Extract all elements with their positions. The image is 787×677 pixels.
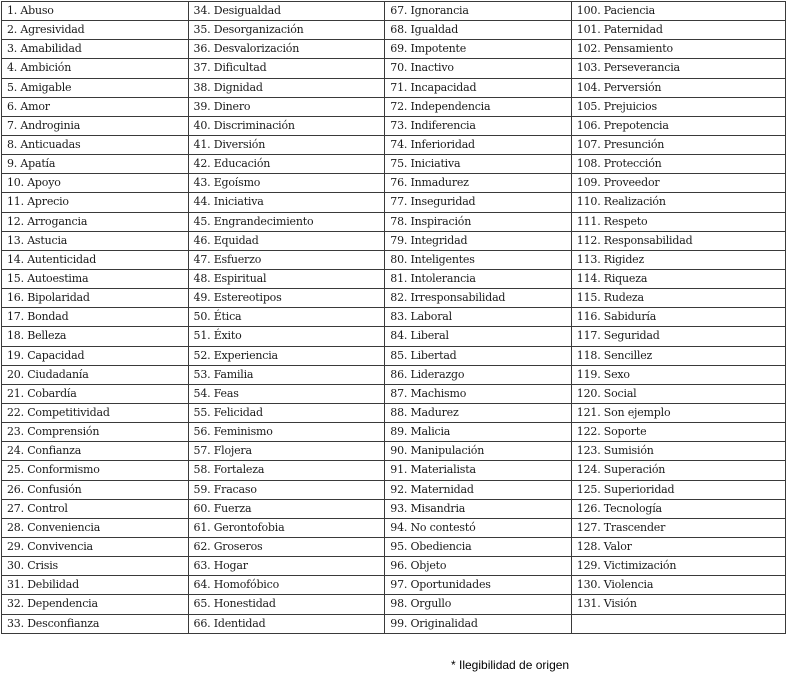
word-cell: 101. Paternidad [571,21,785,40]
word-cell: 64. Homofóbico [188,576,385,595]
word-cell: 65. Honestidad [188,595,385,614]
word-cell: 80. Inteligentes [385,250,572,269]
word-cell: 45. Engrandecimiento [188,212,385,231]
word-cell [571,614,785,633]
table-row [2,59,786,78]
word-cell: 25. Conformismo [2,461,189,480]
word-cell: 100. Paciencia [571,2,785,21]
word-cell: 123. Sumisión [571,442,785,461]
word-cell: 131. Visión [571,595,785,614]
word-cell: 90. Manipulación [385,442,572,461]
table-row [2,40,786,59]
word-cell: 75. Iniciativa [385,155,572,174]
word-cell: 15. Autoestima [2,269,189,288]
word-cell: 47. Esfuerzo [188,250,385,269]
word-cell: 113. Rigidez [571,250,785,269]
table-row [2,595,786,614]
table-row [2,289,786,308]
word-cell: 130. Violencia [571,576,785,595]
word-cell: 53. Familia [188,365,385,384]
word-cell: 88. Madurez [385,403,572,422]
word-cell: 118. Sencillez [571,346,785,365]
footnote: * Ilegibilidad de origen [451,658,570,672]
word-cell: 6. Amor [2,97,189,116]
word-cell: 109. Proveedor [571,174,785,193]
table-row [2,21,786,40]
word-cell: 121. Son ejemplo [571,403,785,422]
word-list-table [1,1,786,634]
table-row [2,365,786,384]
word-cell: 110. Realización [571,193,785,212]
word-cell: 67. Ignorancia [385,2,572,21]
word-cell: 116. Sabiduría [571,308,785,327]
word-cell: 48. Espiritual [188,269,385,288]
table-row [2,135,786,154]
word-cell: 14. Autenticidad [2,250,189,269]
word-cell: 10. Apoyo [2,174,189,193]
word-cell: 70. Inactivo [385,59,572,78]
word-cell: 46. Equidad [188,231,385,250]
word-cell: 33. Desconfianza [2,614,189,633]
word-cell: 69. Impotente [385,40,572,59]
word-cell: 34. Desigualdad [188,2,385,21]
word-cell: 1. Abuso [2,2,189,21]
table-row [2,499,786,518]
word-cell: 42. Educación [188,155,385,174]
table-row [2,308,786,327]
table-row [2,327,786,346]
word-cell: 102. Pensamiento [571,40,785,59]
word-cell: 83. Laboral [385,308,572,327]
word-cell: 5. Amigable [2,78,189,97]
word-cell: 11. Aprecio [2,193,189,212]
word-cell: 61. Gerontofobia [188,518,385,537]
table-row [2,537,786,556]
table-row [2,442,786,461]
word-cell: 119. Sexo [571,365,785,384]
word-cell: 89. Malicia [385,423,572,442]
table-row [2,384,786,403]
word-cell: 51. Éxito [188,327,385,346]
table-row [2,193,786,212]
word-cell: 40. Discriminación [188,116,385,135]
word-cell: 111. Respeto [571,212,785,231]
word-cell: 96. Objeto [385,557,572,576]
word-cell: 54. Feas [188,384,385,403]
word-cell: 94. No contestó [385,518,572,537]
word-cell: 35. Desorganización [188,21,385,40]
word-cell: 52. Experiencia [188,346,385,365]
word-cell: 57. Flojera [188,442,385,461]
word-cell: 105. Prejuicios [571,97,785,116]
word-cell: 91. Materialista [385,461,572,480]
word-cell: 32. Dependencia [2,595,189,614]
word-cell: 19. Capacidad [2,346,189,365]
table-row [2,174,786,193]
word-cell: 18. Belleza [2,327,189,346]
word-cell: 59. Fracaso [188,480,385,499]
table-row [2,423,786,442]
table-row [2,403,786,422]
word-cell: 107. Presunción [571,135,785,154]
table-row [2,576,786,595]
word-cell: 74. Inferioridad [385,135,572,154]
word-cell: 56. Feminismo [188,423,385,442]
word-cell: 84. Liberal [385,327,572,346]
word-cell: 44. Iniciativa [188,193,385,212]
word-cell: 73. Indiferencia [385,116,572,135]
word-cell: 62. Groseros [188,537,385,556]
word-cell: 92. Maternidad [385,480,572,499]
word-cell: 124. Superación [571,461,785,480]
word-cell: 68. Igualdad [385,21,572,40]
word-cell: 36. Desvalorización [188,40,385,59]
word-cell: 13. Astucia [2,231,189,250]
word-cell: 4. Ambición [2,59,189,78]
table-row [2,97,786,116]
word-cell: 114. Riqueza [571,269,785,288]
word-cell: 9. Apatía [2,155,189,174]
table-row [2,155,786,174]
word-cell: 2. Agresividad [2,21,189,40]
word-cell: 97. Oportunidades [385,576,572,595]
word-cell: 108. Protección [571,155,785,174]
word-cell: 28. Conveniencia [2,518,189,537]
word-cell: 72. Independencia [385,97,572,116]
word-cell: 17. Bondad [2,308,189,327]
word-cell: 43. Egoísmo [188,174,385,193]
word-cell: 71. Incapacidad [385,78,572,97]
word-cell: 66. Identidad [188,614,385,633]
table-row [2,480,786,499]
word-cell: 29. Convivencia [2,537,189,556]
word-cell: 98. Orgullo [385,595,572,614]
word-cell: 31. Debilidad [2,576,189,595]
word-cell: 8. Anticuadas [2,135,189,154]
word-cell: 23. Comprensión [2,423,189,442]
word-cell: 122. Soporte [571,423,785,442]
word-cell: 38. Dignidad [188,78,385,97]
word-cell: 128. Valor [571,537,785,556]
word-cell: 115. Rudeza [571,289,785,308]
word-cell: 112. Responsabilidad [571,231,785,250]
word-cell: 60. Fuerza [188,499,385,518]
word-cell: 55. Felicidad [188,403,385,422]
word-cell: 63. Hogar [188,557,385,576]
table-row [2,557,786,576]
word-cell: 24. Confianza [2,442,189,461]
word-cell: 81. Intolerancia [385,269,572,288]
word-cell: 3. Amabilidad [2,40,189,59]
word-cell: 95. Obediencia [385,537,572,556]
word-cell: 77. Inseguridad [385,193,572,212]
word-cell: 27. Control [2,499,189,518]
word-cell: 125. Superioridad [571,480,785,499]
table-row [2,116,786,135]
word-cell: 103. Perseverancia [571,59,785,78]
word-cell: 106. Prepotencia [571,116,785,135]
word-cell: 126. Tecnología [571,499,785,518]
table-row [2,518,786,537]
table-row [2,2,786,21]
table-row [2,269,786,288]
table-row [2,614,786,633]
word-cell: 37. Dificultad [188,59,385,78]
word-cell: 93. Misandria [385,499,572,518]
word-cell: 85. Libertad [385,346,572,365]
word-cell: 76. Inmadurez [385,174,572,193]
word-cell: 104. Perversión [571,78,785,97]
word-cell: 22. Competitividad [2,403,189,422]
word-cell: 120. Social [571,384,785,403]
word-cell: 50. Ética [188,308,385,327]
word-cell: 16. Bipolaridad [2,289,189,308]
word-cell: 20. Ciudadanía [2,365,189,384]
word-cell: 79. Integridad [385,231,572,250]
word-cell: 7. Androginia [2,116,189,135]
word-cell: 99. Originalidad [385,614,572,633]
word-cell: 49. Estereotipos [188,289,385,308]
word-cell: 26. Confusión [2,480,189,499]
word-cell: 82. Irresponsabilidad [385,289,572,308]
word-cell: 58. Fortaleza [188,461,385,480]
table-row [2,212,786,231]
table-row [2,250,786,269]
word-cell: 127. Trascender [571,518,785,537]
word-cell: 21. Cobardía [2,384,189,403]
word-cell: 129. Victimización [571,557,785,576]
table-row [2,231,786,250]
word-cell: 87. Machismo [385,384,572,403]
word-cell: 39. Dinero [188,97,385,116]
word-cell: 30. Crisis [2,557,189,576]
table-row [2,346,786,365]
word-cell: 41. Diversión [188,135,385,154]
word-cell: 78. Inspiración [385,212,572,231]
table-row [2,78,786,97]
word-list-body [2,2,786,634]
table-row [2,461,786,480]
word-cell: 12. Arrogancia [2,212,189,231]
word-cell: 117. Seguridad [571,327,785,346]
word-cell: 86. Liderazgo [385,365,572,384]
